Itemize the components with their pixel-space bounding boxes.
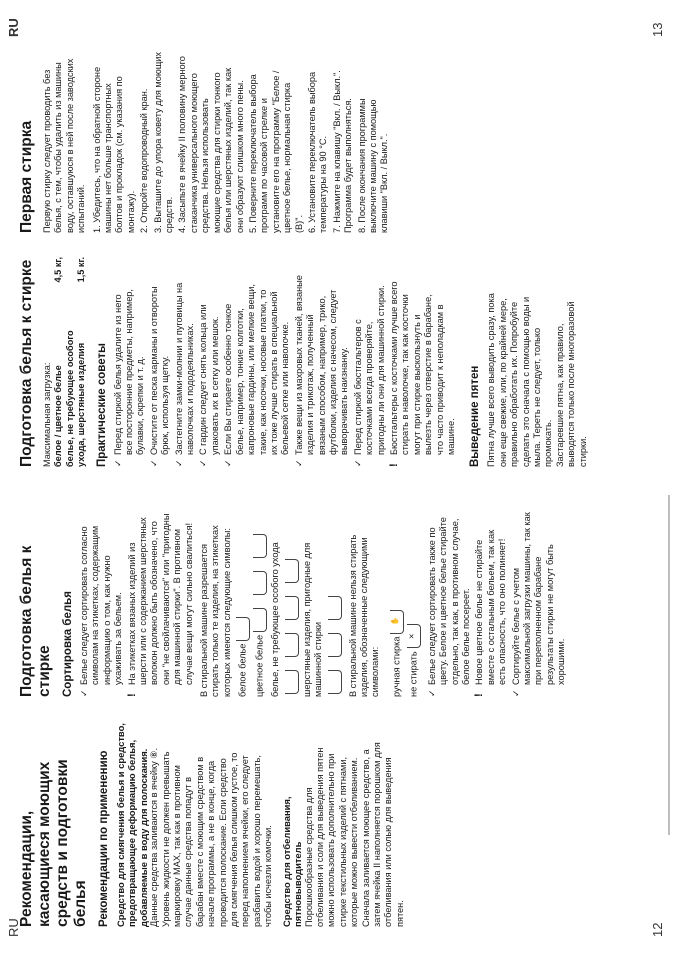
- tip-item: [427, 492, 473, 697]
- wash-tub-icon: [253, 608, 267, 632]
- text-line: максимальной загрузки машины, так как: [521, 512, 532, 685]
- text-line: вязаным способом, например, трико,: [316, 295, 327, 455]
- first-wash-intro: [42, 23, 88, 233]
- language-marker-right: RU: [6, 18, 21, 37]
- text-line: правильно обработать их. Попробуйте: [509, 301, 520, 467]
- step-2: [139, 23, 150, 233]
- text-line: волокон должно быть обозначено, что: [149, 521, 160, 685]
- max-load-label: ухода, шерстяные изделия: [76, 342, 87, 467]
- text-line: есть опасность, что оно полиняет!: [497, 538, 508, 685]
- softener-paragraph: [149, 722, 274, 927]
- wash-tub-icon: [285, 559, 299, 583]
- tip-item: [113, 257, 147, 467]
- text-line: средства. Нельзя использовать: [200, 98, 211, 233]
- column-title: Первая стирка: [18, 120, 35, 233]
- text-line: 3. Выташите до упора ковету для моющих: [152, 51, 163, 233]
- wash-tub-icon: [285, 596, 299, 620]
- text-line: программ по часовой стрелке и: [259, 98, 270, 233]
- tip-item: [79, 492, 125, 697]
- warning-item: [127, 492, 195, 697]
- text-line: символами:: [370, 646, 381, 697]
- text-line: выводятся только после многоразовой: [566, 301, 577, 467]
- max-load-value: 4,5 кг,: [53, 257, 64, 283]
- hand-wash-row: ручная стирка✋: [390, 492, 404, 697]
- text-line: символам на этикетках, содержащим: [90, 525, 101, 685]
- text-line: машины нет больше транспортных: [103, 83, 114, 233]
- wash-tub-icon: [236, 617, 250, 641]
- wash-tub-icon: [253, 571, 267, 595]
- text-line: Уровень жидкости не должен превышать: [160, 751, 171, 927]
- text-line: Очистите от песка карманы и отвороты: [148, 286, 159, 455]
- text-line: начале программы, а не в конце, когда: [206, 760, 217, 927]
- text-line: Пятна лучше всего выводить сразу, пока: [486, 293, 497, 467]
- text-line: моющие средства для стирки тонкого: [211, 72, 222, 233]
- bleach-paragraph: [304, 722, 407, 927]
- max-load-row: [65, 257, 76, 467]
- tip-item: [223, 257, 291, 467]
- text-line: брюк, используя щетку.: [160, 355, 171, 455]
- text-line: стаканчика универсального моющего: [188, 73, 199, 233]
- text-line: Перед стиркой бюстгальтеров с: [352, 319, 363, 455]
- text-line: стирки.: [577, 436, 588, 467]
- column-title: Подготовка белья к стирке: [18, 545, 53, 697]
- text-line: Также вещи из махровых тканей, вязаные: [293, 275, 304, 455]
- text-line: которых имеются следующие символы:: [221, 528, 232, 697]
- text-line: сделать это сначала с помощью воды и: [520, 296, 531, 467]
- text-line: разбавить водой и хорошо перемешать,: [251, 755, 262, 927]
- text-line: средств.: [164, 196, 175, 233]
- text-line: стирать только те изделия, на этикетках: [210, 525, 221, 697]
- text-line: стирать в наволочке, так как косточки: [400, 294, 411, 455]
- text-line: булавки, скрепки и т. д.: [135, 356, 146, 455]
- text-line: С гардин следует снять кольца или: [198, 304, 209, 455]
- column-detergent-recommendations: [18, 722, 406, 927]
- text-line: изделия и трикотаж, полученный: [305, 314, 316, 455]
- text-line: испытаний.: [76, 184, 87, 233]
- text-line: для смягчения белья слишком густое, то: [229, 752, 240, 927]
- text-line: такие, как носочки, носовые платки, то: [257, 289, 268, 455]
- text-line: пригодны ли они для машинной стирки.: [375, 285, 386, 455]
- checkmark-icon: ✓: [198, 459, 209, 467]
- text-line: монтажу).: [125, 190, 136, 233]
- checkmark-icon: ✓: [293, 459, 304, 467]
- text-line: для машинной стирки". В противном: [172, 528, 183, 685]
- wool-symbols-row: [328, 492, 342, 697]
- text-line: футболки, изделия с начесом, следует: [327, 289, 338, 455]
- checkmark-icon: ✓: [426, 689, 437, 697]
- text-line: стирке текстильных изделий с пятнами,: [337, 756, 348, 927]
- text-line: наволочках и пододеяльниках.: [185, 323, 196, 455]
- text-line: воду, оставшуюся в ней после заводских: [64, 58, 75, 233]
- text-line: установите его на программу "Белое /: [270, 70, 281, 233]
- text-line: косточками всегда проверяйте,: [364, 321, 375, 455]
- text-line: Новое цветное белье не стирайте: [474, 539, 485, 685]
- wash-tub-icon: [253, 534, 267, 558]
- text-line: шерстяные изделия, пригодные для: [301, 542, 312, 697]
- text-line: 4. Засыпьте в ячейку II половину мерного: [177, 56, 188, 233]
- section-heading-sorting: Сортировка белья: [62, 591, 74, 697]
- exclamation-icon: !: [473, 693, 486, 697]
- wash-tub-icon: [328, 633, 342, 657]
- wash-tub-icon: [328, 596, 342, 620]
- text-line: Застегните замки-молнии и пуговицы на: [173, 282, 184, 455]
- text-line: отбеливания и соли для выведения пятен: [314, 747, 325, 927]
- text-line: машине.: [446, 418, 456, 455]
- column-load-and-tips: [18, 257, 589, 467]
- text-line: Данные средства заливаются в ячейку ⑧.: [149, 747, 160, 927]
- text-line: Сначала заливается моющее средство, а: [360, 749, 371, 927]
- text-line: болтов и прокладок (см. указания по: [114, 76, 125, 233]
- step-6: [307, 23, 330, 233]
- text-line: вместе с остальным бельем, так как: [485, 529, 496, 685]
- bleach-heading: Средство для отбеливания, пятновыводитель: [280, 796, 304, 927]
- step-5: [248, 23, 305, 233]
- text-line: чтобы исчезли комочки.: [263, 825, 274, 927]
- text-line: 2. Откройте водопроводный кран.: [139, 88, 150, 233]
- text-line: отдельно, так как, в противном случае,: [449, 518, 460, 685]
- stains-paragraph: [486, 257, 589, 467]
- step-3: [153, 23, 176, 233]
- tip-item: [353, 257, 387, 467]
- text-line: Сортируйте белье с учетом: [510, 567, 521, 685]
- step-7: [332, 23, 355, 233]
- text-line: 5. Поверните переключатель выбора: [247, 74, 258, 233]
- white-laundry-row: белое белье: [236, 492, 250, 697]
- text-line: все посторонние предметы, например,: [124, 289, 135, 455]
- text-line: изделия, обозначенные следующими: [358, 537, 369, 697]
- section-heading-usage: Рекомендации по применению: [98, 750, 110, 927]
- exclamation-icon: !: [387, 463, 400, 467]
- delicate-laundry-text: белье, не требующее особого ухода: [270, 542, 281, 697]
- text-line: машинной стирки: [313, 621, 324, 697]
- text-line: информацию о том, как нужно: [101, 555, 112, 685]
- step-8: [357, 23, 391, 233]
- text-line: белье, например, тонкие колготки,: [234, 308, 245, 455]
- text-line: Белье следует сортировать согласно: [79, 526, 89, 685]
- text-line: 7. Нажмите на клавишу "Вкл. / Выкл.".: [331, 70, 342, 233]
- text-line: случае вещи могут сильно свалиться!: [183, 522, 194, 685]
- text-line: Бюстгальтеры с косточками лучше всего: [388, 281, 399, 455]
- forbidden-symbols-intro: [348, 492, 382, 697]
- text-line: Порошкообразные средства для: [303, 787, 314, 927]
- text-line: температуры на 90 °С.: [318, 135, 329, 233]
- warning-item: [389, 257, 457, 467]
- text-line: Первую стирку следует проводить без: [42, 69, 52, 233]
- text-line: бельевой сетке или наволочке.: [280, 321, 291, 455]
- text-line: мыла. Тереть не следует, только: [532, 327, 543, 467]
- wool-laundry-text: [302, 492, 325, 697]
- text-line: цветное белье, нормальная стирка: [282, 82, 293, 233]
- text-line: при переполненном барабане: [533, 556, 544, 685]
- tip-item: [149, 257, 172, 467]
- text-line: Программа будет выполняться.: [343, 98, 354, 233]
- text-line: белья или шерстяных изделий, так как: [223, 67, 234, 233]
- text-line: пятен.: [394, 900, 405, 927]
- checkmark-icon: ✓: [352, 459, 363, 467]
- text-line: упаковать их в сетку или мешок.: [209, 316, 220, 455]
- max-load-row: [76, 257, 87, 467]
- softener-heading: Средство для смягчения белья и средство, предотвращающее деформацию белья, добавляемые в воду для полоскания.: [115, 723, 149, 927]
- exclamation-icon: !: [125, 693, 138, 697]
- color-laundry-row: цветное белье: [253, 492, 267, 697]
- warning-item: [474, 492, 508, 697]
- checkmark-icon: ✓: [79, 689, 89, 697]
- text-line: результаты стирки не могут быть: [544, 544, 555, 685]
- text-line: можно использовать дополнительно при: [326, 753, 337, 927]
- text-line: проводится полоскание. Если средство: [217, 758, 228, 927]
- section-heading-stains: Выведение пятен: [469, 365, 482, 467]
- max-load-row: [53, 257, 64, 467]
- tip-item: [198, 257, 221, 467]
- checkmark-icon: ✓: [510, 689, 521, 697]
- hand-wash-icon: ✋: [390, 610, 404, 634]
- text-line: клавиши "Вкл. / Выкл.".: [379, 133, 390, 233]
- max-load-table: [53, 257, 87, 467]
- checkmark-icon: ✓: [148, 459, 159, 467]
- text-line: Застаревшие пятна, как правило,: [554, 323, 565, 467]
- tip-item: [294, 257, 351, 467]
- text-line: перед наполнением ячейки, его следует: [240, 755, 251, 927]
- column-title: Подготовка белья к стирке: [18, 259, 35, 467]
- text-line: их тоже лучше стирать в специальной: [268, 291, 279, 455]
- section-heading-tips: Практические советы: [95, 343, 108, 467]
- delicate-symbols-row: [285, 492, 299, 697]
- text-line: ухаживать за бельем.: [113, 592, 124, 685]
- text-line: Если Вы стираете особенно тонкое: [223, 303, 234, 455]
- tip-item: [511, 492, 568, 697]
- text-line: они образуют слишком много пены.: [234, 80, 245, 233]
- max-load-intro: Максимальная загрузка:: [42, 362, 52, 467]
- max-load-label: белье, не требующее особого: [64, 330, 75, 467]
- text-line: промокать.: [543, 419, 554, 467]
- text-line: что часто приводит к неполадкам в: [434, 304, 445, 455]
- text-line: отбеливания или солью для выведения: [383, 757, 394, 927]
- text-line: выключите машину с помощью: [367, 99, 378, 233]
- step-1: [92, 23, 138, 233]
- text-line: хорошими.: [556, 638, 567, 685]
- do-not-wash-icon: ✕: [407, 624, 421, 648]
- checkmark-icon: ✓: [112, 459, 123, 467]
- step-4: [177, 23, 245, 233]
- column-first-wash: [18, 23, 391, 233]
- text-line: затем ячейка II наполняется порошком для: [371, 742, 382, 927]
- max-load-value: 1,5 кг.: [76, 257, 87, 283]
- checkmark-icon: ✓: [223, 459, 234, 467]
- page-number-right: 13: [650, 22, 665, 37]
- tip-item: [174, 257, 197, 467]
- text-line: капроновые гардины, или мелкие вещи,: [246, 284, 257, 455]
- wash-tub-icon: [328, 670, 342, 694]
- text-line: они "не свойлачиваются" или "пригодны: [160, 513, 171, 685]
- column-sorting: [18, 492, 568, 697]
- text-line: 8. После окончания программы: [356, 98, 367, 233]
- text-line: В стиральной машине разрешается: [199, 543, 210, 697]
- text-line: На этикетках вязаных изделий из: [126, 542, 137, 685]
- text-line: белое белье посереет.: [460, 588, 471, 685]
- text-line: Перед стиркой белья удалите из него: [112, 294, 123, 455]
- wash-tub-icon: [285, 670, 299, 694]
- allowed-symbols-intro: [199, 492, 233, 697]
- text-line: случае данные средства попадут в: [183, 777, 194, 927]
- do-not-wash-row: не стирать✕: [407, 492, 421, 697]
- text-line: 6. Установите переключатель выбора: [306, 71, 317, 233]
- text-line: выворачивать наизнанку.: [339, 347, 350, 455]
- language-marker-left: RU: [6, 918, 21, 937]
- max-load-label: белое / цветное белье: [53, 365, 64, 467]
- wash-tub-icon: [285, 633, 299, 657]
- text-line: Белье следует сортировать также по: [426, 527, 437, 685]
- text-line: белья, с тем, чтобы удалить из машины: [53, 62, 64, 233]
- text-line: 1. Убедитесь, что на обратной стороне: [91, 66, 102, 233]
- text-line: которые можно вывести отбеливанием.: [349, 757, 360, 927]
- text-line: маркировку MAX, так как в противном: [172, 765, 183, 927]
- text-line: (В)".: [293, 214, 304, 233]
- text-line: цвету. Белое и цветное белье стирайте: [438, 517, 449, 685]
- text-line: шерсти или с содержанием шерстяных: [138, 517, 149, 685]
- text-line: барабан вместе с моющим средством в: [194, 756, 205, 927]
- scan-edge-line: [668, 495, 670, 835]
- text-line: вылезть через отверстие в барабане,: [423, 294, 434, 455]
- text-line: В стиральной машине нельзя стирать: [347, 534, 358, 697]
- text-line: могут при стирке выскользнуть и: [411, 314, 422, 455]
- checkmark-icon: ✓: [173, 459, 184, 467]
- text-line: они еще свежие, или, по крайней мере,: [497, 298, 508, 467]
- column-title: Рекомендации, касающиеся моющих средств и подготовки белья: [18, 759, 89, 927]
- page-number-left: 12: [650, 922, 665, 937]
